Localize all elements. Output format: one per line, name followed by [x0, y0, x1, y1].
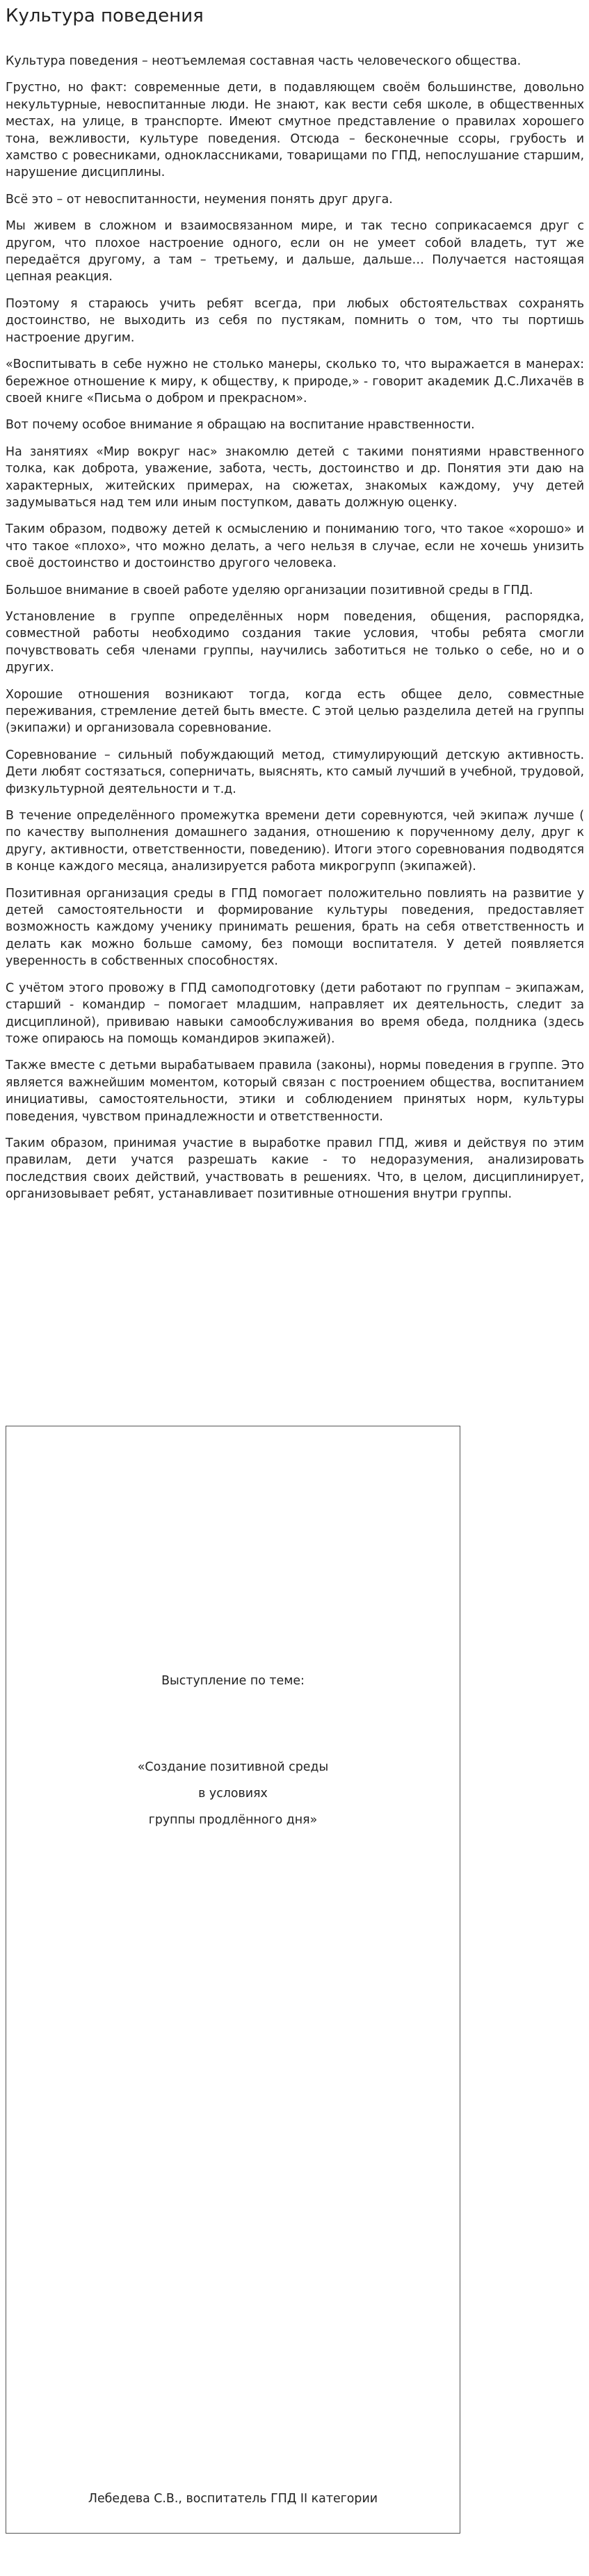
paragraph: Большое внимание в своей работе уделяю организации позитивной среды в ГПД. [6, 583, 533, 597]
paragraph: С учётом этого провожу в ГПД самоподготовку (дети работают по группам – экипажам, старший - командир – помогает младшим, направляет их деятельность, следит за дисциплиной), прививаю навыки самообслуживания во время обеда, полдника (здесь тоже опираюсь на помощь командиров экипажей). [6, 981, 584, 1046]
paragraph: Таким образом, принимая участие в выработке правил ГПД, живя и действуя по этим правилам, дети учатся разрешать какие - то недоразумения, анализировать последствия своих действий, участвовать в решениях. Что, в целом, дисциплинирует, организовывает ребят, устанавливает позитивные отношения внутри группы. [6, 1136, 584, 1202]
cover-topic-line: группы продлённого дня» [148, 1813, 318, 1827]
cover-topic-line: в условиях [198, 1787, 268, 1801]
paragraph: Позитивная организация среды в ГПД помогает положительно повлиять на развитие у детей самостоятельности и формирование культуры поведения, предоставляет возможность каждому ученику принимать решения, брать на себя ответственность и делать как можно больше самому, без помощи воспитателя. У детей появляется уверенность в собственных способностях. [6, 886, 584, 969]
paragraph: Культура поведения – неотъемлемая составная часть человеческого общества. [6, 54, 522, 68]
paragraph: Всё это – от невоспитанности, неумения понять друг друга. [6, 192, 393, 207]
paragraph: «Воспитывать в себе нужно не столько манеры, сколько то, что выражается в манерах: бережное отношение к миру, к обществу, к природе,» - говорит академик Д.С.Лихачёв в своей книге «Письма о добром и прекрасном». [6, 357, 584, 405]
cover-heading: Выступление по теме: [161, 1674, 305, 1688]
paragraph: Установление в группе определённых норм поведения, общения, распорядка, совместной работы необходимо создания такие условия, чтобы ребята смогли почувствовать себя членами группы, научились заботиться не только о себе, но и о других. [6, 609, 584, 675]
paragraph: Хорошие отношения возникают тогда, когда есть общее дело, совместные переживания, стремление детей быть вместе. С этой целью разделила детей на группы (экипажи) и организовала соревнование. [6, 687, 584, 736]
paragraph: Мы живем в сложном и взаимосвязанном мире, и так тесно соприкасаемся друг с другом, что плохое настроение одного, если он не умеет собой владеть, тут же передаётся другому, а там – третьему, и дальше, дальше… Получается настоящая цепная реакция. [6, 219, 584, 284]
paragraph: Грустно, но факт: современные дети, в подавляющем своём большинстве, довольно некультурные, невоспитанные люди. Не знают, как вести себя школе, в общественных местах, на улице, в транспорте. Имеют смутное представление о правилах хорошего тона, вежливости, культуре поведения. Отсюда – бесконечные ссоры, грубость и хамство с ровесниками, одноклассниками, товарищами по ГПД, непослушание старшим, нарушение дисциплины. [6, 81, 584, 180]
article-body [6, 53, 584, 1203]
paragraph: Таким образом, подвожу детей к осмыслению и пониманию того, что такое «хорошо» и что такое «плохо», что можно делать, а чего нельзя в случае, если не хочешь унизить своё достоинство и достоинство другого человека. [6, 522, 584, 571]
page-title: Культура поведения [6, 6, 204, 26]
article [6, 0, 584, 1213]
paragraph: Вот почему особое внимание я обращаю на воспитание нравственности. [6, 418, 475, 433]
title-page-frame [6, 1426, 460, 2534]
paragraph: Соревнование – сильный побуждающий метод, стимулирующий детскую активность. Дети любят состязаться, соперничать, выяснять, кто самый лучший в учебной, трудовой, физкультурной деятельности и т.д. [6, 748, 584, 796]
cover-topic-line: «Создание позитивной среды [137, 1760, 329, 1774]
paragraph: В течение определённого промежутка времени дети соревнуются, чей экипаж лучше ( по качеству выполнения домашнего задания, отношению к порученному делу, друг к другу, активности, ответственности, поведению). Итоги этого соревнования подводятся в конце каждого месяца, анализируется работа микрогрупп (экипажей). [6, 809, 584, 874]
paragraph: Также вместе с детьми вырабатываем правила (законы), нормы поведения в группе. Это является важнейшим моментом, который связан с построением общества, воспитанием инициативы, самостоятельности, этики и соблюдением принятых норм, культуры поведения, чувством принадлежности и ответственности. [6, 1058, 584, 1124]
paragraph: На занятиях «Мир вокруг нас» знакомлю детей с такими понятиями нравственного толка, как доброта, уважение, забота, честь, достоинство и др. Понятия эти даю на характерных, житейских примерах, на сюжетах, знакомых каждому, учу детей задумываться над тем или иным поступком, давать должную оценку. [6, 444, 584, 510]
paragraph: Поэтому я стараюсь учить ребят всегда, при любых обстоятельствах сохранять достоинство, не выходить из себя по пустякам, помнить о том, что ты портишь настроение другим. [6, 296, 584, 345]
cover-author: Лебедева С.В., воспитатель ГПД II категории [88, 2492, 378, 2506]
